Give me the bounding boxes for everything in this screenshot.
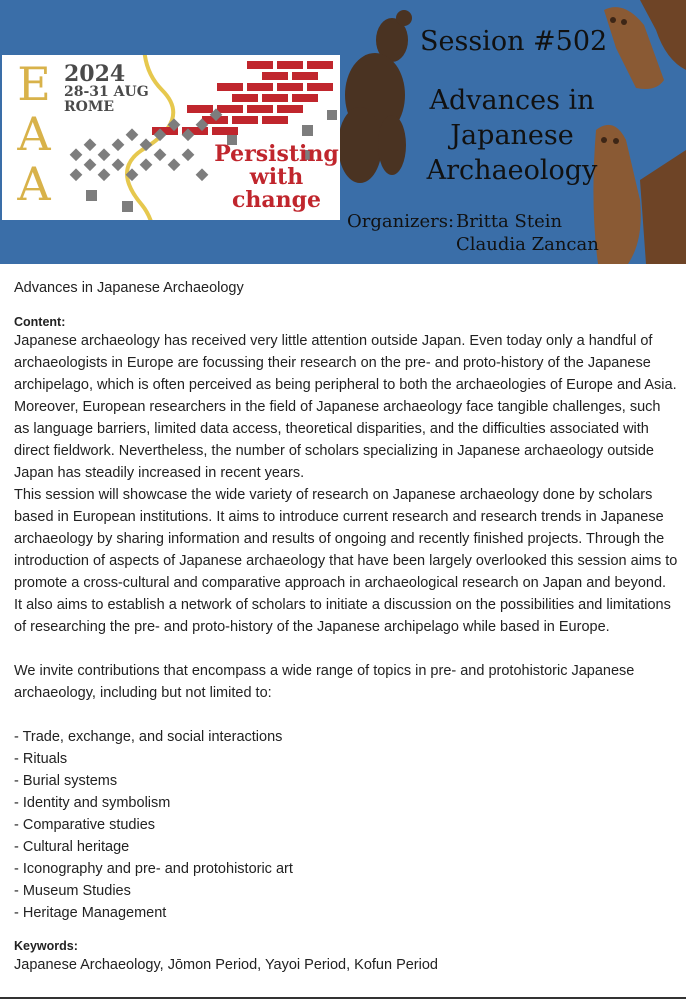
list-item: - Trade, exchange, and social interactions	[14, 729, 283, 745]
dogu-figurine-image	[338, 10, 412, 183]
eaa-logo	[2, 55, 340, 220]
list-item: - Identity and symbolism	[14, 795, 171, 811]
content-label: Content:	[14, 315, 66, 329]
bottom-divider	[0, 997, 686, 999]
logo-initials: E A A	[17, 57, 51, 211]
list-item: - Heritage Management	[14, 905, 167, 921]
organizer-name: Claudia Zancan	[456, 234, 599, 255]
logo-year: 2024	[64, 61, 126, 87]
logo-date	[64, 63, 149, 114]
keywords-text: Japanese Archaeology, Jōmon Period, Yayoi Period, Kofun Period	[14, 957, 438, 973]
list-item: - Comparative studies	[14, 817, 156, 833]
session-number: Session #502	[420, 26, 608, 57]
logo-tagline: Persisting with change	[214, 141, 339, 213]
session-title: Advances in Japanese Archaeology	[426, 85, 598, 186]
paragraph-session-aims: This session will showcase the wide variety of research on Japanese archaeology done by scholars based in European institutions. It aims to introduce current research and research trends in Japanese archaeology by sharing information and results of ongoing and recently finished projects. Through the introduction of aspects of Japanese archaeology that have been largely overlooked this session aims to promote a cross-cultural and comparative approach in archaeological research on Japan and beyond. It also aims to establish a network of scholars to initiate a discussion on the possibilities and limitations of researching the pre- and proto-history of the Japanese archipelago while based in Europe.	[14, 487, 678, 635]
paragraph-intro: Japanese archaeology has received very little attention outside Japan. Even today only a handful of archaeologists in Europe are focussing their research on the pre- and proto-history of the Japanese archipelago, which is often perceived as being peripheral to both the archaeologies of Europe and Asia. Moreover, European researchers in the field of Japanese archaeology face tangible challenges, such as language barriers, limited data access, theoretical disparities, and the difficulties associated with direct fieldwork. Nevertheless, the number of scholars specializing in Japanese archaeology outside Japan has steadily increased in recent years.	[14, 333, 677, 481]
session-banner	[0, 0, 686, 264]
session-description	[14, 278, 678, 976]
list-item: - Cultural heritage	[14, 839, 130, 855]
list-item: - Iconography and pre- and protohistoric art	[14, 861, 293, 877]
pottery-figure-image	[593, 0, 686, 264]
organizer-name: Britta Stein	[456, 211, 563, 232]
document-title: Advances in Japanese Archaeology	[14, 280, 244, 296]
paragraph-call-for-contributions: We invite contributions that encompass a wide range of topics in pre- and protohistoric Japanese archaeology, including but not limited to:	[14, 663, 635, 701]
topics-list	[14, 726, 678, 924]
keywords-label: Keywords:	[14, 939, 78, 953]
list-item: - Museum Studies	[14, 883, 131, 899]
logo-days: 28-31 AUG	[64, 84, 149, 100]
list-item: - Rituals	[14, 751, 68, 767]
list-item: - Burial systems	[14, 773, 118, 789]
organizers-label: Organizers:	[347, 211, 455, 232]
logo-city: ROME	[64, 99, 114, 115]
